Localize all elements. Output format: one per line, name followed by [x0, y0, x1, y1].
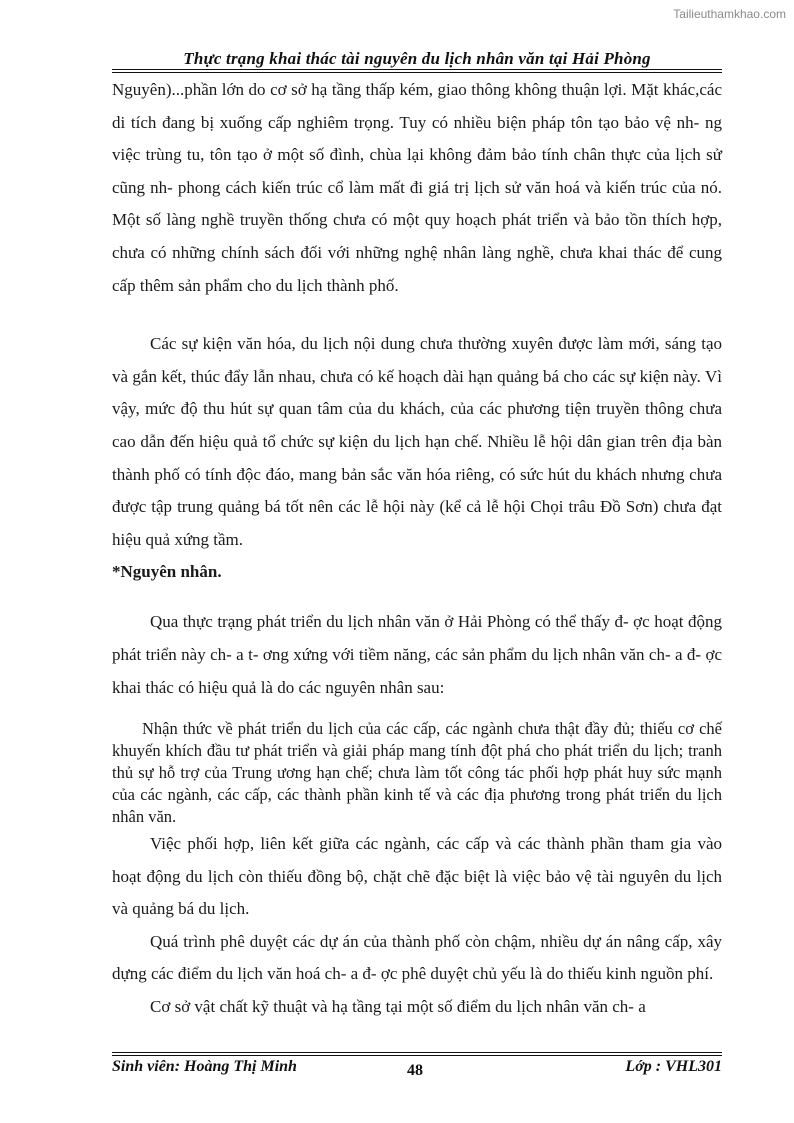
- footer-student-name: Sinh viên: Hoàng Thị Minh: [112, 1058, 297, 1075]
- footer-class-code: Lớp : VHL301: [625, 1058, 722, 1075]
- paragraph-6: Quá trình phê duyệt các dự án của thành phố còn chậm, nhiều dự án nâng cấp, xây dựng các điểm du lịch văn hoá ch- a đ- ợc phê duyệt chủ yếu là do thiếu kinh nguồn phí.: [112, 931, 722, 984]
- footer-divider: [112, 1052, 722, 1056]
- paragraph-2: Các sự kiện văn hóa, du lịch nội dung chưa thường xuyên được làm mới, sáng tạo và gắn kết, thúc đẩy lẫn nhau, chưa có kế hoạch dài hạn quảng bá cho các sự kiện này. Vì vậy, mức độ thu hút sự quan tâm của du khách, của các phương tiện truyền thông chưa cao dẫn đến hiệu quả tổ chức sự kiện du lịch hạn chế. Nhiều lễ hội dân gian trên địa bàn thành phố có tính độc đáo, mang bản sắc văn hóa riêng, có sức hút du khách nhưng chưa được tập trung quảng bá tốt nên các lễ hội này (kể cả lễ hội Chọi trâu Đồ Sơn) chưa đạt hiệu quả xứng tầm.: [112, 334, 722, 549]
- watermark: Tailieuthamkhao.com: [673, 7, 786, 21]
- page-footer: [112, 1058, 722, 1082]
- paragraph-7: Cơ sở vật chất kỹ thuật và hạ tầng tại một số điểm du lịch nhân văn ch- a: [150, 997, 646, 1017]
- document-body: [112, 74, 722, 1024]
- header-divider: [112, 69, 722, 73]
- section-heading: *Nguyên nhân.: [112, 562, 222, 582]
- paragraph-4: Nhận thức về phát triển du lịch của các cấp, các ngành chưa thật đầy đủ; thiếu cơ chế khuyến khích đầu tư phát triển và giải pháp mang tính đột phá cho phát triển du lịch; tranh thủ sự hỗ trợ của Trung ương hạn chế; chưa làm tốt công tác phối hợp phát huy sức mạnh của các ngành, các cấp, các thành phần kinh tế và các địa phương trong phát triển du lịch nhân văn.: [112, 719, 722, 827]
- page-header-title: Thực trạng khai thác tài nguyên du lịch nhân văn tại Hải Phòng: [183, 49, 651, 68]
- paragraph-5: Việc phối hợp, liên kết giữa các ngành, các cấp và các thành phần tham gia vào hoạt động du lịch còn thiếu đồng bộ, chặt chẽ đặc biệt là việc bảo vệ tài nguyên du lịch và quảng bá du lịch.: [112, 834, 722, 919]
- paragraph-3: Qua thực trạng phát triển du lịch nhân văn ở Hải Phòng có thể thấy đ- ợc hoạt động phát triển này ch- a t- ơng xứng với tiềm năng, các sản phẩm du lịch nhân văn ch- a đ- ợc khai thác có hiệu quả là do các nguyên nhân sau:: [112, 612, 722, 697]
- paragraph-1: Nguyên)...phần lớn do cơ sở hạ tầng thấp kém, giao thông không thuận lợi. Mặt khác,các di tích đang bị xuống cấp nghiêm trọng. Tuy có nhiều biện pháp tôn tạo bảo vệ nh- ng việc trùng tu, tôn tạo ở một số đình, chùa lại không đảm bảo tính chân thực của lịch sử cũng nh- phong cách kiến trúc cổ làm mất đi giá trị lịch sử văn hoá và kiến trúc của nó. Một số làng nghề truyền thống chưa có một quy hoạch phát triển và bảo tồn thích hợp, chưa có những chính sách đối với những nghệ nhân làng nghề, chưa khai thác để cung cấp thêm sản phẩm cho du lịch thành phố.: [112, 80, 722, 295]
- page-number: 48: [407, 1062, 423, 1079]
